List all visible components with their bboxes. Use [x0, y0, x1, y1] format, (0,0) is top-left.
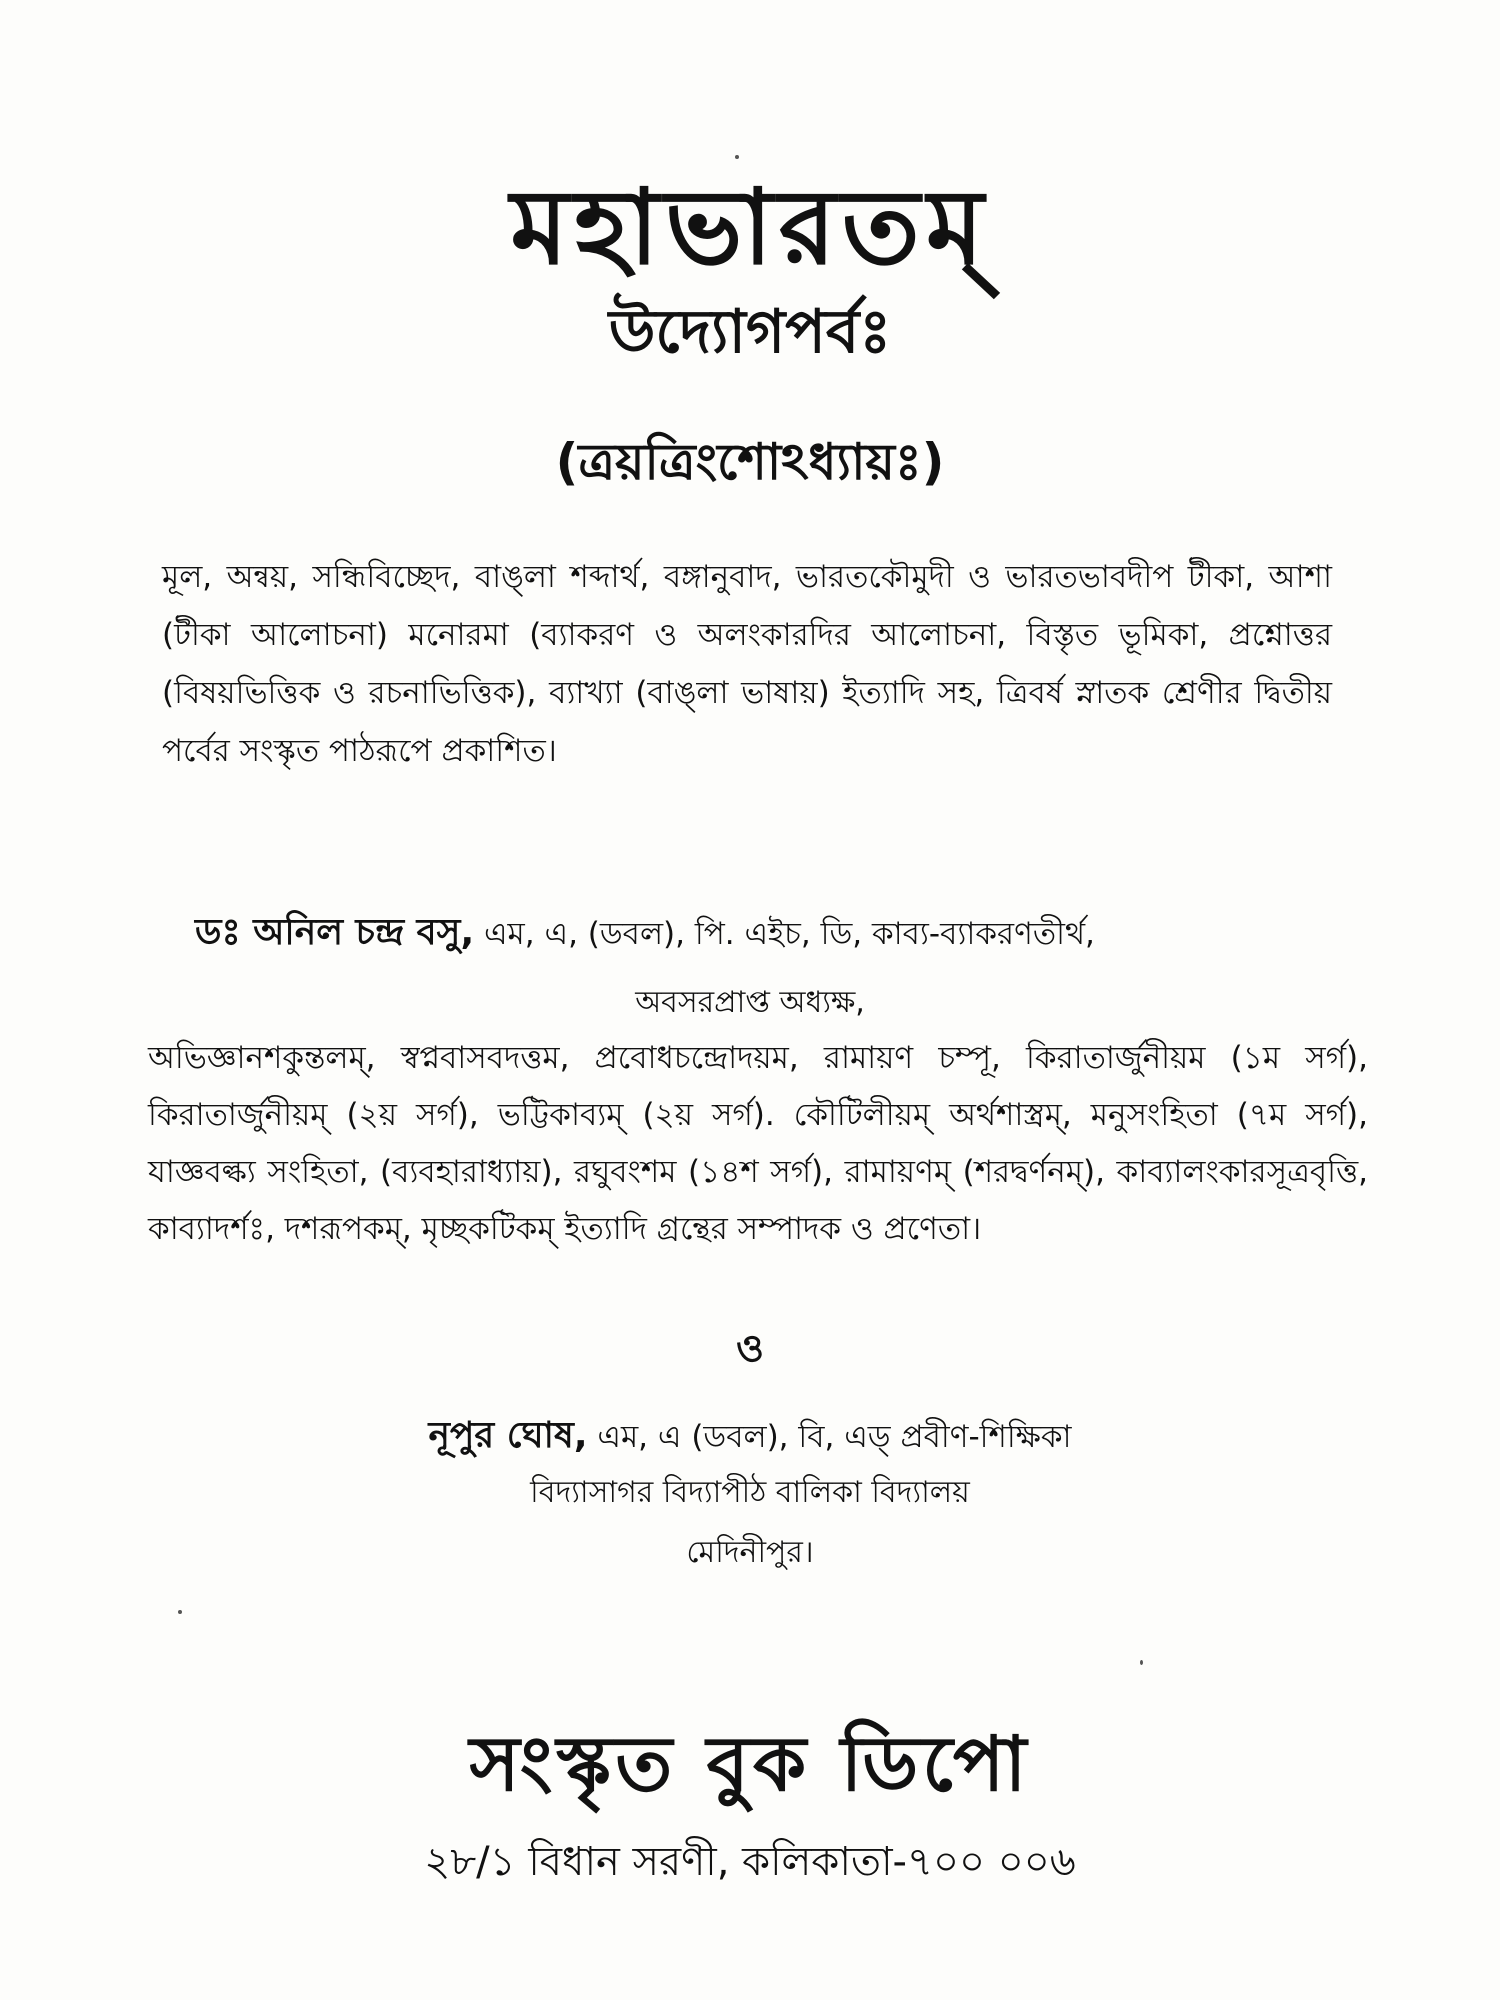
author2-place: মেদিনীপুর। — [686, 1535, 814, 1570]
book-description: মূল, অন্বয়, সন্ধিবিচ্ছেদ, বাঙ্‌লা শব্দার্থ, বঙ্গানুবাদ, ভারতকৌমুদী ও ভারতভাবদীপ টীকা, আশা (টীকা আলোচনা) মনোরমা (ব্যাকরণ ও অলংকারদির আলোচনা, বিস্তৃত ভূমিকা, প্রশ্নোত্তর (বিষয়ভিত্তিক ও রচনাভিত্তিক), ব্যাখ্যা (বাঙ্‌লা ভাষায়) ইত্যাদি সহ, ত্রিবর্ষ স্নাতক শ্রেণীর দ্বিতীয় পর্বের সংস্কৃত পাঠরূপে প্রকাশিত। — [162, 559, 1332, 769]
print-speck — [1140, 1660, 1143, 1665]
print-speck — [178, 1610, 182, 1614]
print-speck — [735, 155, 739, 159]
author1-line — [195, 905, 1365, 962]
author1-works: অভিজ্ঞানশকুন্তলম্, স্বপ্নবাসবদত্তম, প্রবোধচন্দ্রোদয়ম, রামায়ণ চম্পূ, কিরাতার্জুনীয়ম (১ম সর্গ), কিরাতার্জুনীয়ম্ (২য় সর্গ), ভট্টিকাব্যম্ (২য় সর্গ). কৌটিলীয়ম্ অর্থশাস্ত্রম্, মনুসংহিতা (৭ম সর্গ), যাজ্ঞবল্ক্য সংহিতা, (ব্যবহারাধ্যায়), রঘুবংশম (১৪শ সর্গ), রামায়ণম্ (শরদ্বর্ণনম্), কাব্যালংকারসূত্রবৃত্তি, কাব্যাদর্শঃ, দশরূপকম্, মৃচ্ছকটিকম্ ইত্যাদি গ্রন্থের সম্পাদক ও প্রণেতা। — [148, 1040, 1368, 1247]
author2-school: বিদ্যাসাগর বিদ্যাপীঠ বালিকা বিদ্যালয় — [530, 1475, 970, 1510]
conjunction: ও — [736, 1326, 764, 1370]
author1-role: অবসরপ্রাপ্ত অধ্যক্ষ, — [635, 985, 865, 1020]
author2-line — [0, 1408, 1500, 1465]
book-subtitle: উদ্যোগপর্বঃ — [608, 297, 892, 367]
publisher-address: ২৮/১ বিধান সরণী, কলিকাতা-৭০০ ০০৬ — [424, 1839, 1076, 1885]
author2-name: নূপুর ঘোষ, — [428, 1415, 588, 1456]
author1-name: ডঃ অনিল চন্দ্র বসু, — [195, 912, 475, 953]
publisher-name: সংস্কৃত বুক ডিপো — [469, 1719, 1031, 1808]
chapter-heading: (ত্রয়ত্রিংশোঽধ্যায়ঃ) — [555, 433, 945, 491]
author2-credentials: এম, এ (ডবল), বি, এড্ প্রবীণ-শিক্ষিকা — [587, 1419, 1072, 1455]
author1-credentials: এম, এ, (ডবল), পি. এইচ, ডি, কাব্য-ব্যাকরণতীর্থ, — [474, 916, 1095, 952]
book-title: মহাভারতম্ — [510, 166, 990, 288]
